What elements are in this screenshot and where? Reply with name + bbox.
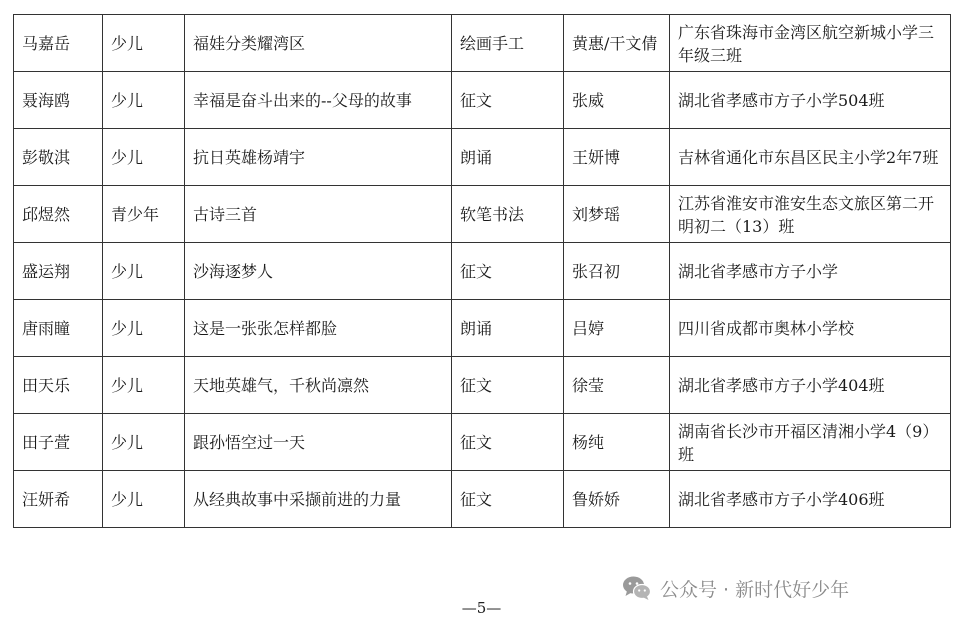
cell-school: 吉林省通化市东昌区民主小学2年7班	[670, 129, 951, 186]
watermark-text: 公众号 · 新时代好少年	[660, 578, 850, 601]
cell-title: 福娃分类耀湾区	[185, 15, 452, 72]
cell-teacher: 徐莹	[564, 357, 670, 414]
cell-category: 征文	[452, 243, 564, 300]
cell-name: 马嘉岳	[14, 15, 103, 72]
table-row	[14, 15, 951, 72]
cell-name: 田天乐	[14, 357, 103, 414]
cell-group: 青少年	[103, 186, 185, 243]
cell-title: 从经典故事中采撷前进的力量	[185, 471, 452, 528]
cell-teacher: 张威	[564, 72, 670, 129]
cell-school: 江苏省淮安市淮安生态文旅区第二开明初二（13）班	[670, 186, 951, 243]
cell-category: 征文	[452, 471, 564, 528]
cell-school: 湖北省孝感市方子小学406班	[670, 471, 951, 528]
cell-name: 盛运翔	[14, 243, 103, 300]
table-row	[14, 414, 951, 471]
cell-school: 湖北省孝感市方子小学404班	[670, 357, 951, 414]
table-row	[14, 72, 951, 129]
cell-school: 广东省珠海市金湾区航空新城小学三年级三班	[670, 15, 951, 72]
cell-school: 四川省成都市奥林小学校	[670, 300, 951, 357]
cell-category: 征文	[452, 414, 564, 471]
cell-group: 少儿	[103, 15, 185, 72]
cell-category: 朗诵	[452, 129, 564, 186]
cell-teacher: 杨纯	[564, 414, 670, 471]
cell-name: 唐雨瞳	[14, 300, 103, 357]
cell-name: 汪妍希	[14, 471, 103, 528]
cell-teacher: 吕婷	[564, 300, 670, 357]
cell-name: 田子萱	[14, 414, 103, 471]
cell-school: 湖北省孝感市方子小学	[670, 243, 951, 300]
cell-title: 天地英雄气，千秋尚凛然	[185, 357, 452, 414]
awards-table	[13, 14, 951, 528]
cell-teacher: 鲁娇娇	[564, 471, 670, 528]
table-row	[14, 129, 951, 186]
cell-category: 朗诵	[452, 300, 564, 357]
table-row	[14, 186, 951, 243]
cell-title: 跟孙悟空过一天	[185, 414, 452, 471]
cell-category: 征文	[452, 72, 564, 129]
cell-group: 少儿	[103, 129, 185, 186]
cell-teacher: 王妍博	[564, 129, 670, 186]
cell-name: 聂海鸥	[14, 72, 103, 129]
table-row	[14, 357, 951, 414]
cell-name: 彭敬淇	[14, 129, 103, 186]
cell-teacher: 张召初	[564, 243, 670, 300]
cell-group: 少儿	[103, 414, 185, 471]
cell-group: 少儿	[103, 243, 185, 300]
cell-title: 这是一张张怎样都脸	[185, 300, 452, 357]
cell-group: 少儿	[103, 471, 185, 528]
cell-group: 少儿	[103, 72, 185, 129]
cell-category: 绘画手工	[452, 15, 564, 72]
cell-teacher: 刘梦瑶	[564, 186, 670, 243]
cell-school: 湖南省长沙市开福区清湘小学4（9）班	[670, 414, 951, 471]
cell-name: 邱煜然	[14, 186, 103, 243]
page-number: —5—	[461, 599, 502, 617]
cell-title: 抗日英雄杨靖宇	[185, 129, 452, 186]
cell-category: 软笔书法	[452, 186, 564, 243]
cell-group: 少儿	[103, 300, 185, 357]
table-row	[14, 243, 951, 300]
table-row	[14, 300, 951, 357]
wechat-icon	[622, 575, 652, 601]
cell-teacher: 黄惠/干文倩	[564, 15, 670, 72]
cell-title: 幸福是奋斗出来的--父母的故事	[185, 72, 452, 129]
cell-title: 沙海逐梦人	[185, 243, 452, 300]
cell-group: 少儿	[103, 357, 185, 414]
cell-category: 征文	[452, 357, 564, 414]
cell-school: 湖北省孝感市方子小学504班	[670, 72, 951, 129]
cell-title: 古诗三首	[185, 186, 452, 243]
table-row	[14, 471, 951, 528]
